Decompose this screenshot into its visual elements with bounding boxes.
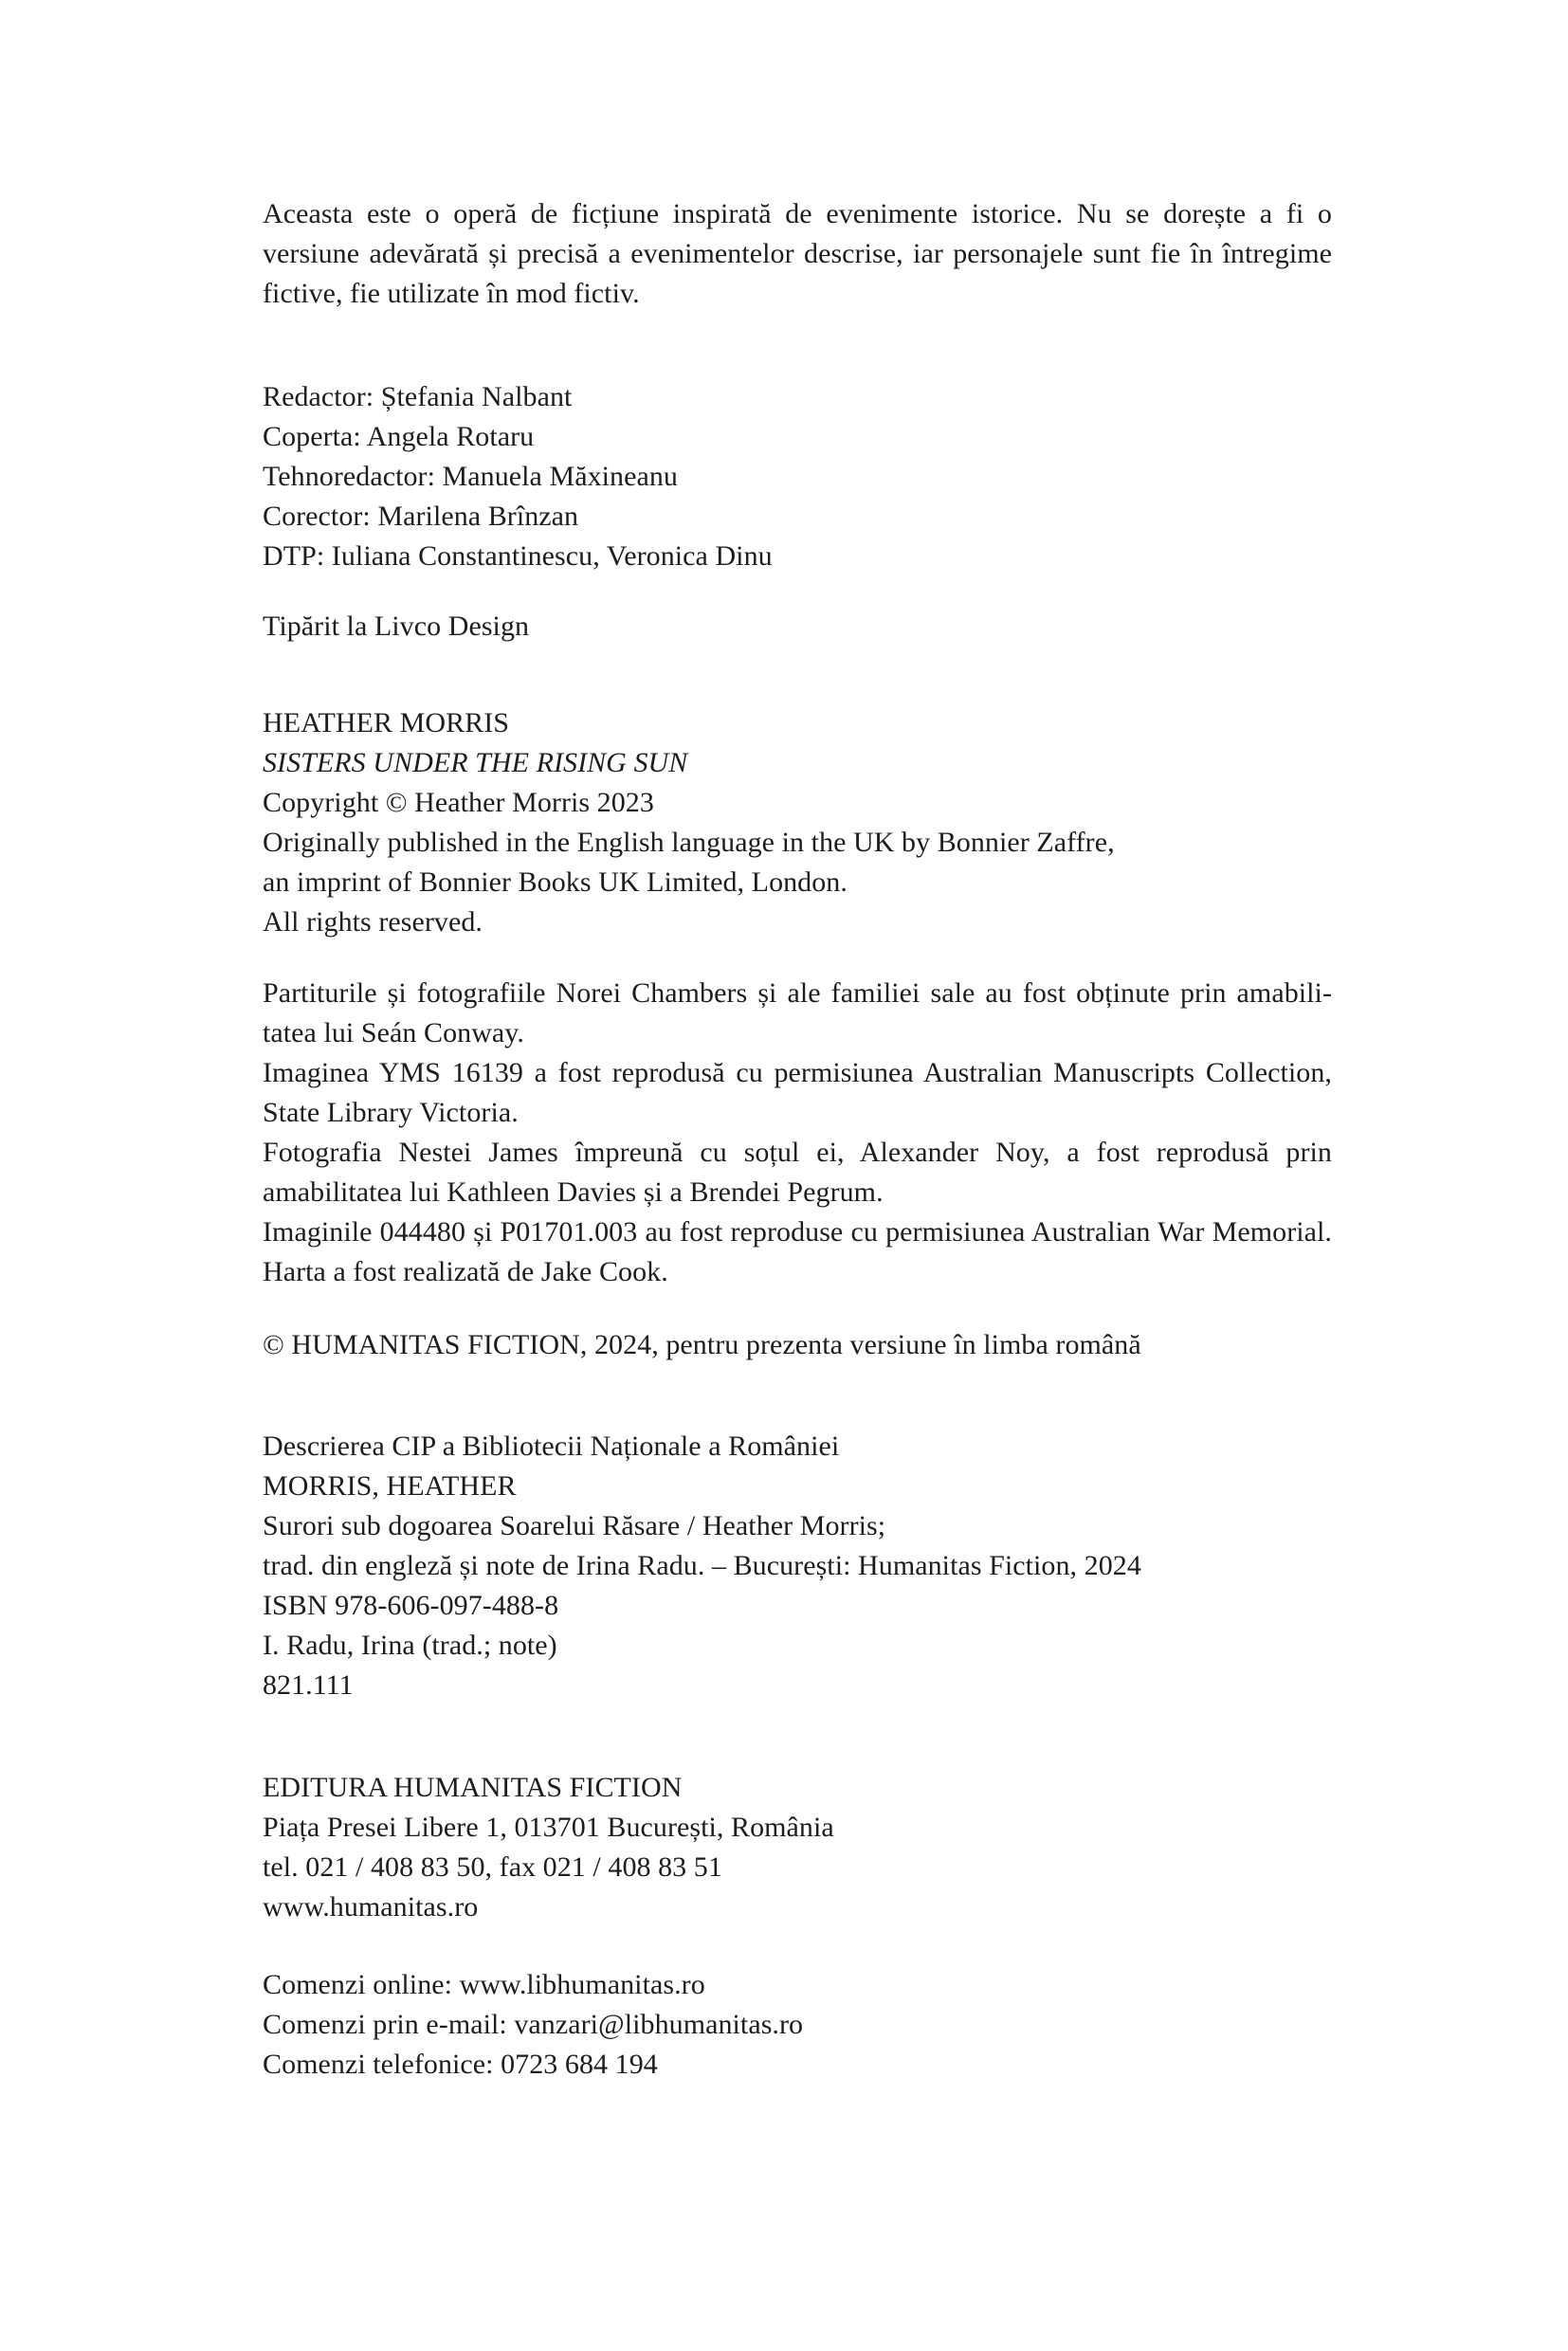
text-line: www.humanitas.ro xyxy=(263,1891,479,1923)
page-content xyxy=(263,194,1332,2085)
text-line: Redactor: Ștefania Nalbant xyxy=(263,381,573,412)
text-line: Fotografia Nestei James împreună cu soțul ei, Alexander Noy, a fost reprodusă prin xyxy=(263,1137,1332,1168)
text-line: an imprint of Bonnier Books UK Limited, London. xyxy=(263,866,848,898)
text-line: fictive, fie utilizate în mod fictiv. xyxy=(263,278,640,309)
text-line: tel. 021 / 408 83 50, fax 021 / 408 83 51 xyxy=(263,1851,722,1883)
text-line: Imaginile 044480 și P01701.003 au fost reproduse cu permisiunea Australian War Memorial. xyxy=(263,1216,1332,1248)
text-line: Comenzi prin e-mail: vanzari@libhumanitas.ro xyxy=(263,2009,804,2040)
text-line: Partiturile și fotografiile Norei Chambers și ale familiei sale au fost obținute prin amabili- xyxy=(263,977,1332,1009)
text-line: Imaginea YMS 16139 a fost reprodusă cu permisiunea Australian Manuscripts Collection, xyxy=(263,1057,1332,1088)
text-line: © HUMANITAS FICTION, 2024, pentru prezenta versiune în limba română xyxy=(263,1329,1141,1360)
disclaimer-paragraph xyxy=(263,194,1332,314)
text-line: All rights reserved. xyxy=(263,906,483,938)
text-line: ISBN 978-606-097-488-8 xyxy=(263,1590,559,1621)
text-line: State Library Victoria. xyxy=(263,1097,519,1128)
text-line: EDITURA HUMANITAS FICTION xyxy=(263,1772,683,1803)
text-line: Comenzi telefonice: 0723 684 194 xyxy=(263,2049,658,2080)
text-line: 821.111 xyxy=(263,1669,354,1701)
text-line: SISTERS UNDER THE RISING SUN xyxy=(263,747,688,778)
orders-contact-block xyxy=(263,1965,1332,2085)
text-line: Tipărit la Livco Design xyxy=(263,611,530,642)
image-permissions-block xyxy=(263,974,1332,1292)
text-line: trad. din engleză și note de Irina Radu. – București: Humanitas Fiction, 2024 xyxy=(263,1550,1141,1581)
text-line: MORRIS, HEATHER xyxy=(263,1470,517,1502)
text-line: Aceasta este o operă de ficțiune inspirată de evenimente istorice. Nu se dorește a fi o xyxy=(263,198,1332,229)
text-line: Surori sub dogoarea Soarelui Răsare / Heather Morris; xyxy=(263,1510,886,1541)
text-line: amabilitatea lui Kathleen Davies și a Brendei Pegrum. xyxy=(263,1176,884,1208)
text-line: HEATHER MORRIS xyxy=(263,707,510,738)
text-line: Comenzi online: www.libhumanitas.ro xyxy=(263,1969,705,2000)
text-line: tatea lui Seán Conway. xyxy=(263,1017,524,1048)
text-line: DTP: Iuliana Constantinescu, Veronica Dinu xyxy=(263,540,773,572)
text-line: Descrierea CIP a Bibliotecii Naționale a României xyxy=(263,1431,840,1462)
publisher-address-block xyxy=(263,1768,1332,1927)
romanian-copyright-line xyxy=(263,1325,1332,1365)
text-line: Harta a fost realizată de Jake Cook. xyxy=(263,1256,668,1287)
text-line: Tehnoredactor: Manuela Măxineanu xyxy=(263,461,678,492)
text-line: Originally published in the English language in the UK by Bonnier Zaffre, xyxy=(263,827,1115,858)
printer-line xyxy=(263,607,1332,647)
editorial-credits-block xyxy=(263,377,1332,576)
text-line: versiune adevărată și precisă a evenimentelor descrise, iar personajele sunt fie în întregime xyxy=(263,238,1332,269)
text-line: Corector: Marilena Brînzan xyxy=(263,501,579,532)
cip-description-block xyxy=(263,1427,1332,1705)
original-copyright-block xyxy=(263,703,1332,942)
text-line: I. Radu, Irina (trad.; note) xyxy=(263,1630,557,1661)
text-line: Piața Presei Libere 1, 013701 București, România xyxy=(263,1812,834,1843)
text-line: Coperta: Angela Rotaru xyxy=(263,421,535,452)
text-line: Copyright © Heather Morris 2023 xyxy=(263,787,654,818)
